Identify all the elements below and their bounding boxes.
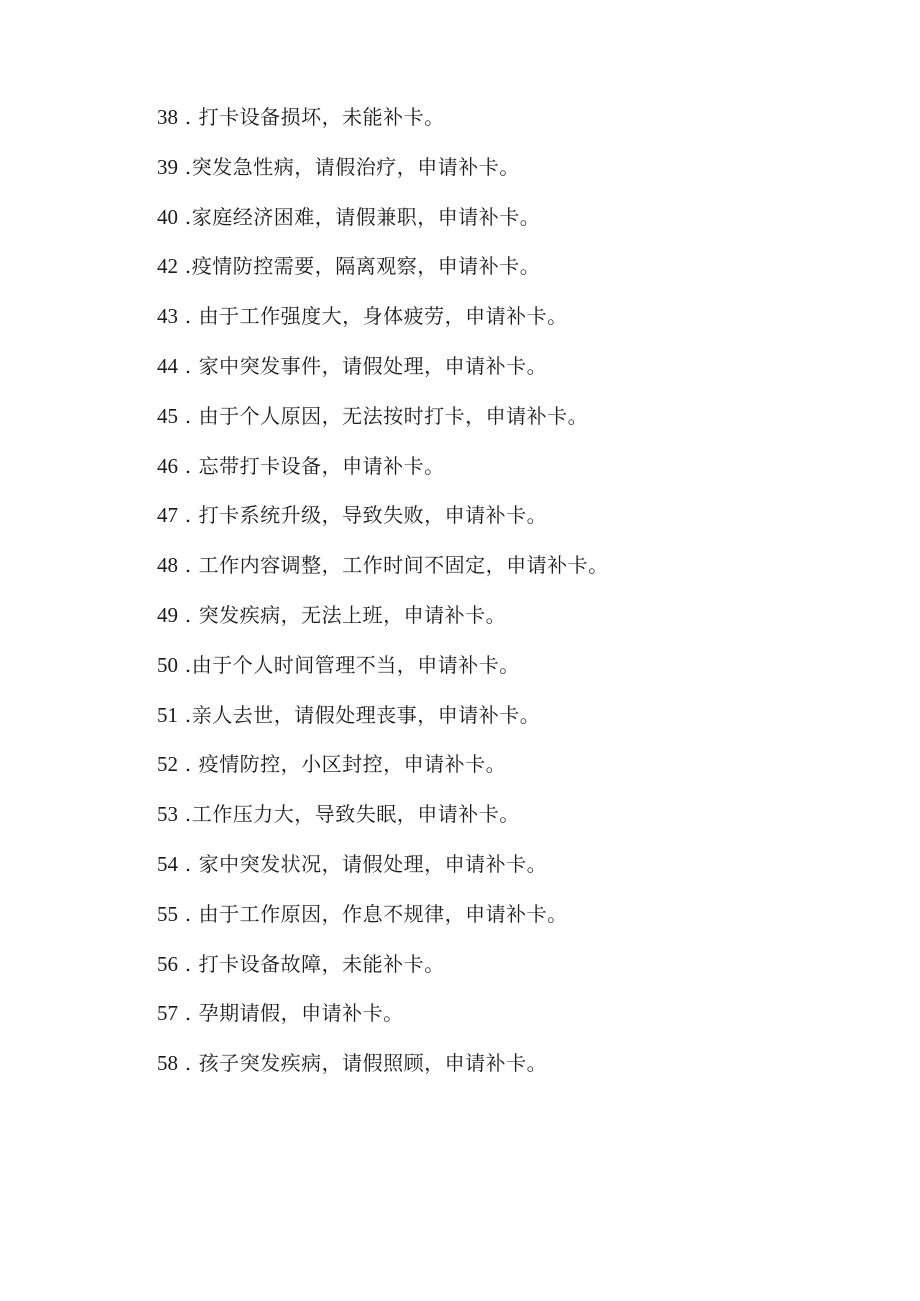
item-text: . 家中突发事件，请假处理，申请补卡。 — [178, 353, 548, 378]
list-item — [157, 247, 609, 297]
list-item — [157, 347, 609, 397]
item-number: 53 — [157, 802, 178, 827]
list-item — [157, 745, 609, 795]
item-number: 43 — [157, 304, 178, 329]
item-number: 54 — [157, 851, 178, 876]
list-item — [157, 646, 609, 696]
list-item — [157, 696, 609, 746]
item-number: 52 — [157, 752, 178, 777]
item-text: . 突发疾病，无法上班，申请补卡。 — [178, 602, 507, 627]
list-item — [157, 994, 609, 1044]
item-number: 44 — [157, 353, 178, 378]
item-number: 51 — [157, 702, 178, 727]
item-text: . 打卡设备故障，未能补卡。 — [178, 951, 445, 976]
list-item — [157, 596, 609, 646]
list-item — [157, 496, 609, 546]
list-item — [157, 148, 609, 198]
item-number: 46 — [157, 453, 178, 478]
item-number: 56 — [157, 951, 178, 976]
list-item — [157, 945, 609, 995]
item-text: . 打卡设备损坏，未能补卡。 — [178, 105, 445, 129]
item-text: . 由于工作强度大，身体疲劳，申请补卡。 — [178, 304, 568, 329]
item-text: . 打卡系统升级，导致失败，申请补卡。 — [178, 503, 548, 528]
list-item — [157, 297, 609, 347]
reason-list — [157, 98, 609, 1094]
item-text: . 工作内容调整，工作时间不固定，申请补卡。 — [178, 553, 609, 578]
item-text: . 孕期请假，申请补卡。 — [178, 1001, 404, 1026]
item-number: 42 — [157, 254, 178, 279]
item-number: 40 — [157, 204, 178, 229]
item-text: . 忘带打卡设备，申请补卡。 — [178, 453, 445, 478]
item-text: . 疫情防控，小区封控，申请补卡。 — [178, 752, 507, 777]
list-item — [157, 795, 609, 845]
item-number: 57 — [157, 1001, 178, 1026]
item-text: . 由于工作原因，作息不规律，申请补卡。 — [178, 901, 568, 926]
item-number: 58 — [157, 1051, 178, 1076]
list-item — [157, 845, 609, 895]
item-text: .突发急性病，请假治疗，申请补卡。 — [178, 154, 520, 179]
item-number: 48 — [157, 553, 178, 578]
item-number: 50 — [157, 652, 178, 677]
item-number: 39 — [157, 154, 178, 179]
item-number: 38 — [157, 105, 178, 129]
item-text: .由于个人时间管理不当，申请补卡。 — [178, 652, 520, 677]
item-text: .亲人去世，请假处理丧事，申请补卡。 — [178, 702, 541, 727]
item-text: . 家中突发状况，请假处理，申请补卡。 — [178, 851, 548, 876]
item-text: . 由于个人原因，无法按时打卡，申请补卡。 — [178, 403, 589, 428]
list-item — [157, 198, 609, 248]
list-item — [157, 447, 609, 497]
item-text: .家庭经济困难，请假兼职，申请补卡。 — [178, 204, 541, 229]
item-text: . 孩子突发疾病，请假照顾，申请补卡。 — [178, 1051, 548, 1076]
list-item — [157, 397, 609, 447]
item-number: 45 — [157, 403, 178, 428]
item-number: 47 — [157, 503, 178, 528]
list-item — [157, 98, 609, 148]
list-item — [157, 895, 609, 945]
item-text: .工作压力大，导致失眠，申请补卡。 — [178, 802, 520, 827]
list-item — [157, 546, 609, 596]
item-number: 49 — [157, 602, 178, 627]
item-number: 55 — [157, 901, 178, 926]
item-text: .疫情防控需要，隔离观察，申请补卡。 — [178, 254, 541, 279]
list-item — [157, 1044, 609, 1094]
